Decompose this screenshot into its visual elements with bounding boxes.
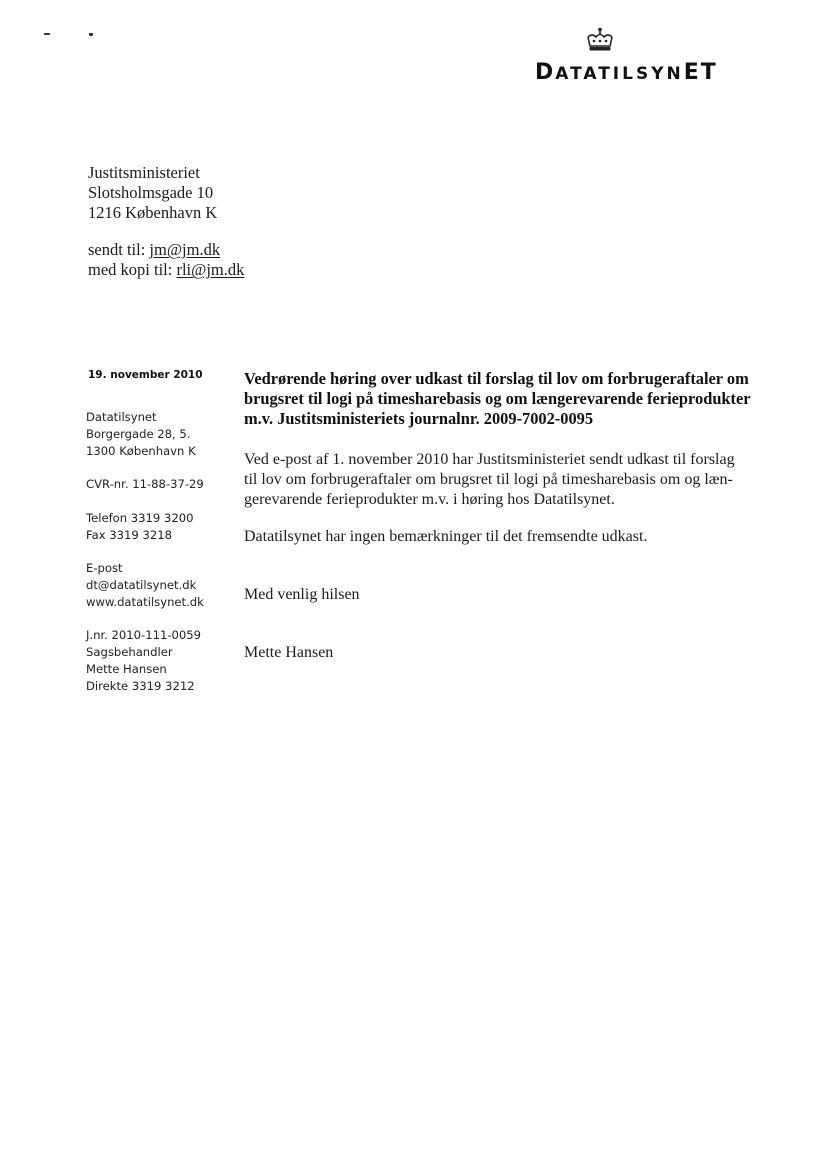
- sent-to-email-link[interactable]: jm@jm.dk: [149, 240, 221, 259]
- sender-email-link[interactable]: dt@datatilsynet.dk: [86, 578, 197, 592]
- letter-subject: [244, 369, 769, 429]
- crown-icon: [584, 27, 616, 53]
- sent-to-line: [88, 240, 244, 260]
- journal-number: J.nr. 2010-111-0059: [86, 628, 202, 642]
- body-line: gerevarende ferieprodukter m.v. i høring hos Datatilsynet.: [244, 491, 615, 508]
- phone-block: [86, 510, 236, 544]
- subject-line: brugsret til logi på timesharebasis og om længerevarende ferieprodukter: [244, 389, 751, 408]
- body-paragraph-2: Datatilsynet har ingen bemærkninger til det fremsendte udkast.: [244, 528, 648, 545]
- signature-name: Mette Hansen: [244, 644, 334, 661]
- body-line: til lov om forbrugeraftaler om brugsret til logi på timesharebasis om og læn-: [244, 471, 733, 488]
- contact-block: [86, 560, 236, 611]
- sender-address: [86, 409, 236, 460]
- closing-phrase: Med venlig hilsen: [244, 586, 360, 603]
- recipient-name: Justitsministeriet: [88, 163, 200, 182]
- body-line: Ved e-post af 1. november 2010 har Justitsministeriet sendt udkast til forslag: [244, 451, 735, 468]
- handler-name: Mette Hansen: [86, 662, 167, 676]
- phone-number: Telefon 3319 3200: [86, 511, 194, 525]
- case-block: [86, 627, 236, 695]
- recipient-city: 1216 København K: [88, 203, 218, 222]
- cc-label: med kopi til:: [88, 260, 173, 279]
- body-paragraph-1: [244, 450, 769, 510]
- brand-tail: ET: [683, 60, 718, 85]
- recipient-street: Slotsholmsgade 10: [88, 183, 214, 202]
- sender-name: Datatilsynet: [86, 410, 157, 424]
- subject-line: Vedrørende høring over udkast til forslag til lov om forbrugeraftaler om: [244, 369, 749, 388]
- direct-phone: Direkte 3319 3212: [86, 679, 195, 693]
- sender-city: 1300 København K: [86, 444, 196, 458]
- brand-initial: D: [535, 60, 556, 85]
- recipient-address: [88, 163, 217, 223]
- distribution-block: [88, 240, 244, 280]
- cc-email-link[interactable]: rli@jm.dk: [176, 260, 245, 279]
- cc-line: [88, 260, 244, 280]
- sent-to-label: sendt til:: [88, 240, 146, 259]
- brand-middle: ATATILSYN: [555, 64, 684, 84]
- brand-wordmark: [535, 60, 765, 85]
- fax-number: Fax 3319 3218: [86, 528, 172, 542]
- cvr-number: CVR-nr. 11-88-37-29: [86, 477, 204, 491]
- sender-street: Borgergade 28, 5.: [86, 427, 191, 441]
- website-link[interactable]: www.datatilsynet.dk: [86, 595, 204, 609]
- letter-date: 19. november 2010: [88, 369, 203, 381]
- subject-line: m.v. Justitsministeriets journalnr. 2009-7002-0095: [244, 409, 594, 428]
- handler-label: Sagsbehandler: [86, 645, 173, 659]
- email-label: E-post: [86, 561, 123, 575]
